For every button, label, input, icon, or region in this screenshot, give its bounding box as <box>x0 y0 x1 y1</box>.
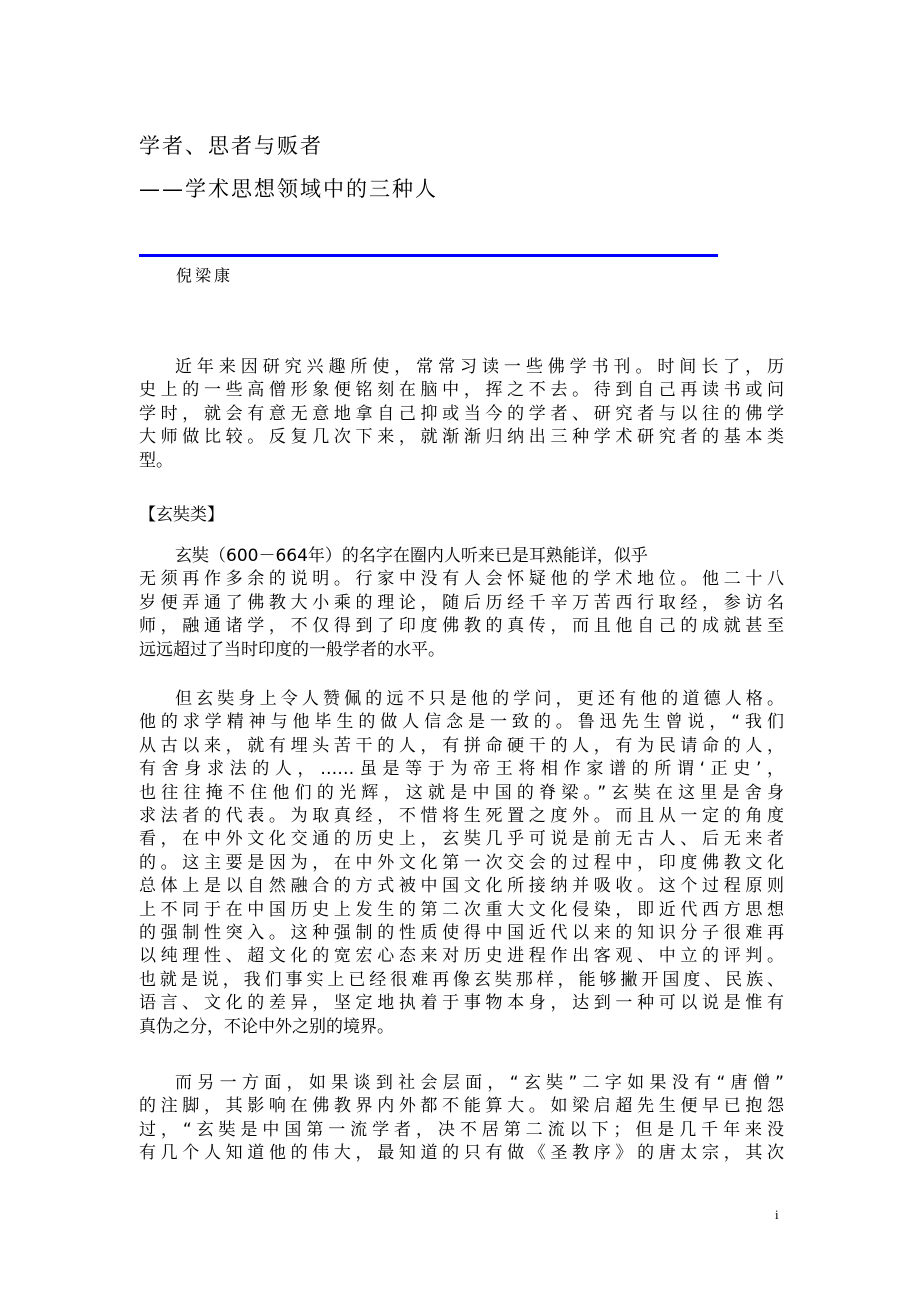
paragraph-line: 型。 <box>139 450 173 471</box>
xuanzang-paragraph-3 <box>139 1072 784 1166</box>
paragraph-line: 他的求学精神与他毕生的做人信念是一致的。鲁迅先生曾说，“我们 <box>139 712 784 733</box>
paragraph-line: 而另一方面，如果谈到社会层面，“玄奘”二字如果没有“唐僧” <box>175 1073 784 1093</box>
paragraph-line: 也就是说，我们事实上已经很难再像玄奘那样，能够撇开国度、民族、 <box>139 969 784 990</box>
paragraph-line: 真伪之分，不论中外之别的境界。 <box>139 1016 394 1037</box>
paragraph-line: 从古以来，就有埋头苦干的人，有拼命硬干的人，有为民请命的人， <box>139 735 784 756</box>
author-name: 倪梁康 <box>176 266 234 285</box>
paragraph-line: 岁便弄通了佛教大小乘的理论，随后历经千辛万苦西行取经，参访名 <box>139 592 784 613</box>
paragraph-line: 学时，就会有意无意地拿自己抑或当今的学者、研究者与以往的佛学 <box>139 403 784 424</box>
paragraph-line: 上不同于在中国历史上发生的第二次重大文化侵染，即近代西方思想 <box>139 899 784 920</box>
paragraph-line: 总体上是以自然融合的方式被中国文化所接纳并吸收。这个过程原则 <box>139 876 784 897</box>
paragraph-line: 有几个人知道他的伟大，最知道的只有做《圣教序》的唐太宗，其次 <box>139 1143 784 1164</box>
paragraph-line: 有舍身求法的人，……虽是等于为帝王将相作家谱的所谓‘正史’， <box>139 759 784 780</box>
paragraph-line: 的强制性突入。这种强制的性质使得中国近代以来的知识分子很难再 <box>139 923 784 944</box>
paragraph-line: 远远超过了当时印度的一般学者的水平。 <box>139 639 445 660</box>
paragraph-line: 语言、文化的差异，坚定地执着于事物本身，达到一种可以说是惟有 <box>139 993 784 1014</box>
paragraph-line: 史上的一些高僧形象便铭刻在脑中，挥之不去。待到自己再读书或问 <box>139 380 784 401</box>
paragraph-line: 的。这主要是因为，在中外文化第一次交会的过程中，印度佛教文化 <box>139 852 784 873</box>
paragraph-line: 师，融通诸学，不仅得到了印度佛教的真传，而且他自己的成就甚至 <box>139 616 784 637</box>
paragraph-line: 近年来因研究兴趣所使，常常习读一些佛学书刊。时间长了，历 <box>175 357 784 377</box>
paragraph-line: 玄奘（600－664年）的名字在圈内人听来已是耳熟能详，似乎 <box>175 546 648 566</box>
paragraph-line: 过，“玄奘是中国第一流学者，决不居第二流以下；但是几千年来没 <box>139 1119 784 1140</box>
intro-paragraph <box>139 356 784 473</box>
paragraph-line: 的注脚，其影响在佛教界内外都不能算大。如梁启超先生便早已抱怨 <box>139 1096 784 1117</box>
paragraph-line: 求法者的代表。为取真经，不惜将生死置之度外。而且从一定的角度 <box>139 806 784 827</box>
paragraph-line: 以纯理性、超文化的宽宏心态来对历史进程作出客观、中立的评判。 <box>139 946 784 967</box>
document-subtitle: ——学术思想领域中的三种人 <box>139 177 438 201</box>
xuanzang-paragraph-2 <box>139 688 784 1039</box>
paragraph-line: 大师做比较。反复几次下来，就渐渐归纳出三种学术研究者的基本类 <box>139 427 784 448</box>
paragraph-line: 也往往掩不住他们的光辉，这就是中国的脊梁。”玄奘在这里是舍身 <box>139 782 784 803</box>
paragraph-line: 无须再作多余的说明。行家中没有人会怀疑他的学术地位。他二十八 <box>139 569 784 590</box>
xuanzang-paragraph-1 <box>139 545 784 662</box>
title-divider-rule <box>139 254 718 257</box>
paragraph-line: 看，在中外文化交通的历史上，玄奘几乎可说是前无古人、后无来者 <box>139 829 784 850</box>
section-heading-xuanzang: 【玄奘类】 <box>139 505 224 525</box>
paragraph-line: 但玄奘身上令人赞佩的远不只是他的学问，更还有他的道德人格。 <box>175 689 784 709</box>
page-number: i <box>775 1207 779 1222</box>
document-title: 学者、思者与贩者 <box>139 134 323 158</box>
